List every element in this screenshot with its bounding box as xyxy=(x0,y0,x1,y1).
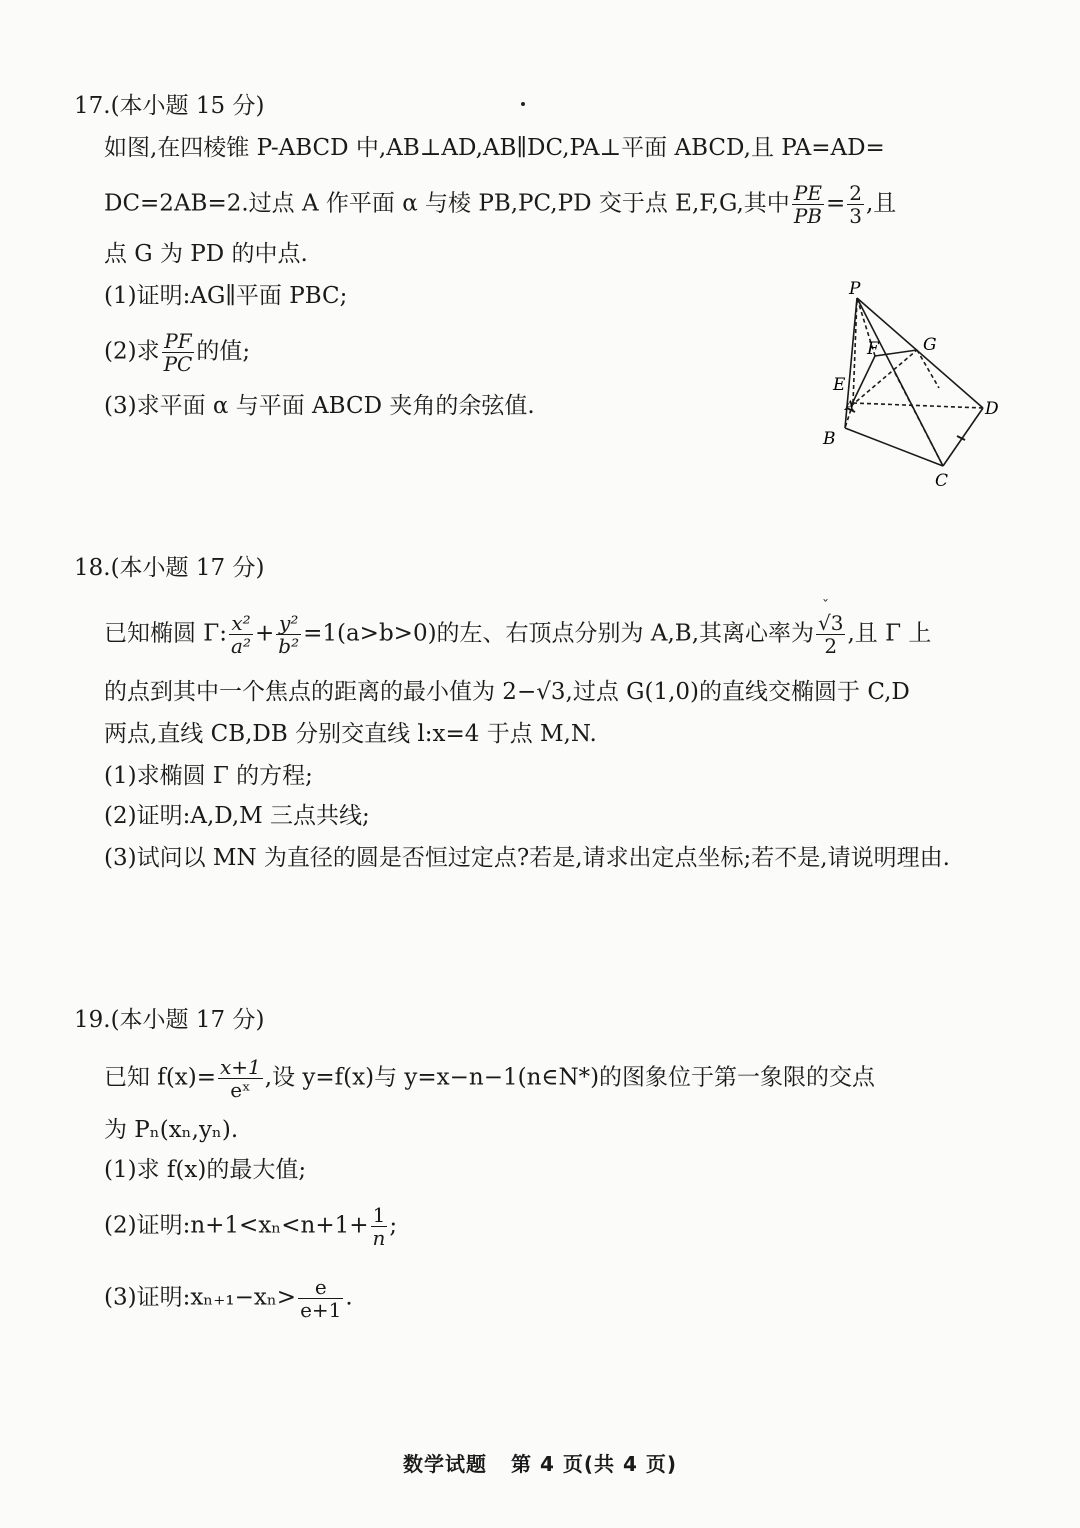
frac-num: x+1 xyxy=(220,1055,261,1079)
label-c: C xyxy=(935,471,949,488)
q18-line1 xyxy=(104,612,931,657)
q18-part1: (1)求椭圆 Γ 的方程; xyxy=(104,763,313,789)
q17-part2 xyxy=(104,330,250,375)
q19-line2: 为 Pₙ(xₙ,yₙ). xyxy=(104,1117,239,1143)
frac-den: eˣ xyxy=(230,1078,251,1102)
frac-den: PC xyxy=(163,352,193,376)
q17-ratio-pe-pb xyxy=(792,182,824,227)
frac-den: n xyxy=(372,1226,386,1250)
q17-part2-text-a: (2)求 xyxy=(104,338,160,365)
q17-header: 17.(本小题 15 分) xyxy=(74,93,265,119)
label-e: E xyxy=(833,375,846,395)
q18-eccentricity-frac xyxy=(816,612,845,657)
q17-line1: 如图,在四棱锥 P-ABCD 中,AB⊥AD,AB∥DC,PA⊥平面 ABCD,且 PA=AD= xyxy=(104,135,885,161)
q19-line1-text-a: 已知 f(x)= xyxy=(104,1064,217,1091)
q19-function-frac xyxy=(218,1056,263,1101)
q17-line2-text-b: ,且 xyxy=(865,190,897,217)
q18-header: 18.(本小题 17 分) xyxy=(74,555,265,581)
q18-part3: (3)试问以 MN 为直径的圆是否恒过定点?若是,请求出定点坐标;若不是,请说明理由. xyxy=(104,845,950,871)
footer-subject: 数学试题 xyxy=(403,1452,488,1476)
frac-den: PB xyxy=(793,204,822,228)
label-f: F xyxy=(867,339,879,359)
q19-part2-text-b: ; xyxy=(389,1212,398,1239)
q19-line1-text-b: ,设 y=f(x)与 y=x−n−1(n∈N*)的图象位于第一象限的交点 xyxy=(264,1064,876,1091)
frac-num: PE xyxy=(792,182,824,205)
q19-part2-text-a: (2)证明:n+1<xₙ<n+1+ xyxy=(104,1212,369,1239)
plus-sign: + xyxy=(254,620,275,647)
q19-part3-text-b: . xyxy=(345,1284,353,1311)
q19-part3-text-a: (3)证明:xₙ₊₁−xₙ> xyxy=(104,1284,297,1311)
frac-den: 2 xyxy=(824,634,838,658)
q17-line3: 点 G 为 PD 的中点. xyxy=(104,241,308,267)
frac-num: PF xyxy=(162,330,195,353)
label-a: A xyxy=(845,399,855,414)
q17-part2-text-b: 的值; xyxy=(196,338,251,365)
q17-ratio-pf-pc xyxy=(162,330,195,375)
q19-line1 xyxy=(104,1056,875,1101)
q17-line2 xyxy=(104,182,896,227)
q17-part3: (3)求平面 α 与平面 ABCD 夹角的余弦值. xyxy=(104,393,535,419)
q17-part1: (1)证明:AG∥平面 PBC; xyxy=(104,283,348,309)
label-d: D xyxy=(985,399,999,419)
frac-num: 1 xyxy=(371,1204,388,1227)
q19-part3 xyxy=(104,1276,353,1321)
frac-num: y² xyxy=(276,612,301,635)
label-p: P xyxy=(849,279,861,299)
frac-num: e xyxy=(298,1276,343,1299)
label-b: B xyxy=(823,429,836,449)
q18-part2: (2)证明:A,D,M 三点共线; xyxy=(104,803,370,829)
label-g: G xyxy=(923,335,937,355)
q17-line2-text-a: DC=2AB=2.过点 A 作平面 α 与棱 PB,PC,PD 交于点 E,F,G,其中 xyxy=(104,190,790,217)
q18-line1-text-b: =1(a>b>0)的左、右顶点分别为 A,B,其离心率为 xyxy=(303,620,815,647)
q19-part1: (1)求 f(x)的最大值; xyxy=(104,1157,307,1183)
q18-line3: 两点,直线 CB,DB 分别交直线 l:x=4 于点 M,N. xyxy=(104,721,597,747)
stray-mark: ˇ xyxy=(822,598,829,614)
q19-part2 xyxy=(104,1204,397,1249)
frac-den: e+1 xyxy=(300,1298,342,1322)
frac-den: a² xyxy=(231,634,251,658)
q19-frac-1-n xyxy=(371,1204,388,1249)
frac-den: b² xyxy=(278,634,300,658)
frac-den: 3 xyxy=(849,204,862,228)
stray-dot xyxy=(521,102,525,106)
footer-page-info: 第 4 页(共 4 页) xyxy=(511,1452,677,1476)
page-footer xyxy=(0,1448,1080,1477)
pyramid-figure xyxy=(815,278,1015,488)
frac-num: √3 xyxy=(818,611,844,635)
frac-num: 2 xyxy=(849,181,862,205)
q18-line1-text-c: ,且 Γ 上 xyxy=(847,620,932,647)
q18-frac-x2-a2 xyxy=(229,612,253,657)
frac-num: x² xyxy=(229,612,253,635)
q18-frac-y2-b2 xyxy=(276,612,301,657)
q19-frac-e-e1 xyxy=(298,1276,343,1321)
q18-line2: 的点到其中一个焦点的距离的最小值为 2−√3,过点 G(1,0)的直线交椭圆于 C,D xyxy=(104,679,910,705)
q18-line1-text-a: 已知椭圆 Γ: xyxy=(104,620,228,647)
q17-ratio-2-3 xyxy=(847,182,864,227)
q17-eq: = xyxy=(825,190,846,217)
q19-header: 19.(本小题 17 分) xyxy=(74,1007,265,1033)
